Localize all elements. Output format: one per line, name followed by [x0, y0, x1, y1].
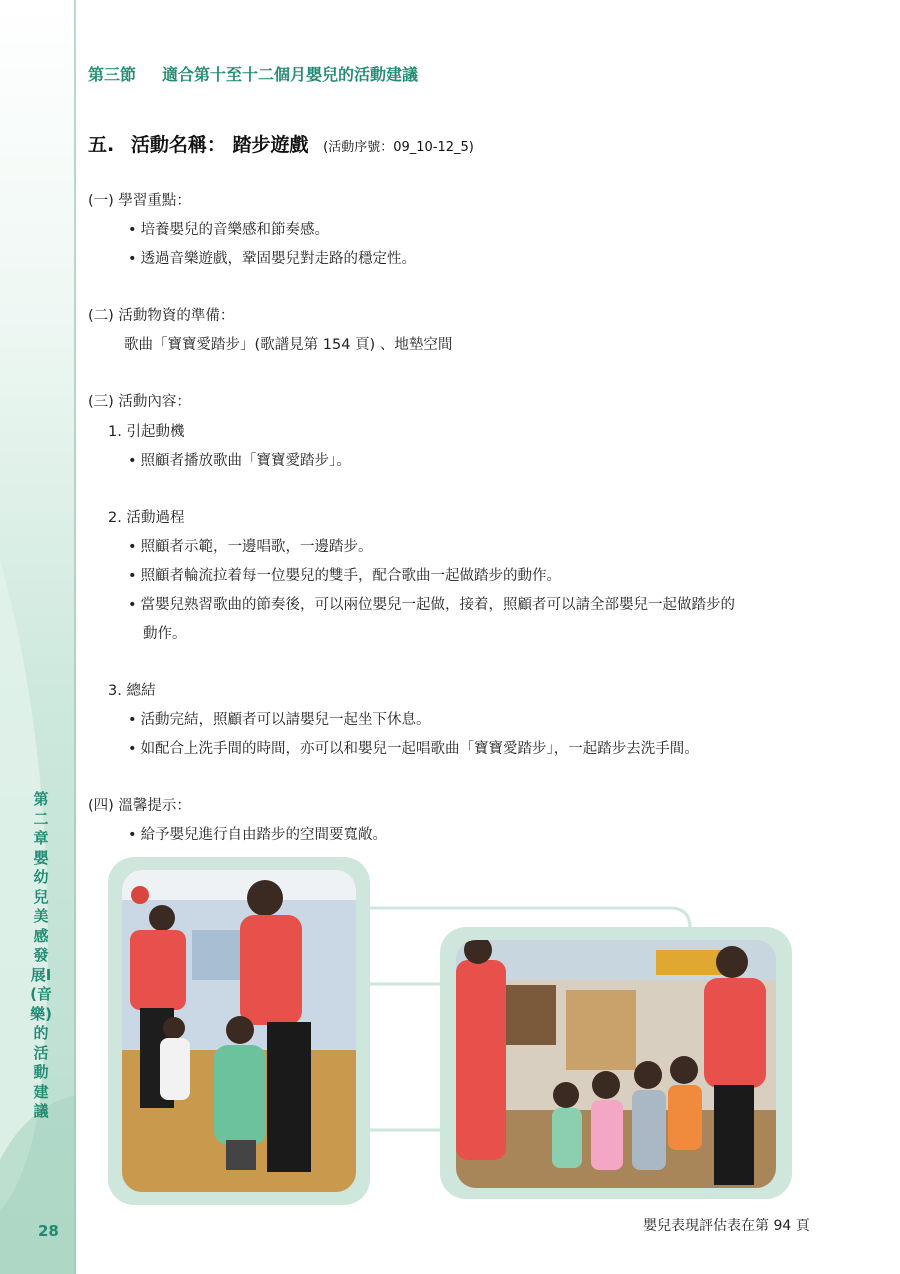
list-item: • 如配合上洗手間的時間，亦可以和嬰兒一起唱歌曲「寶寶愛踏步」，一起踏步去洗手間。 — [128, 737, 699, 758]
list-item: • 照顧者示範，一邊唱歌，一邊踏步。 — [128, 535, 373, 556]
activity-title — [88, 130, 474, 157]
step-title: 3. 總結 — [108, 683, 156, 699]
learning-focus-heading: (一) 學習重點： — [88, 193, 191, 209]
content-heading: (三) 活動內容： — [88, 394, 191, 410]
list-item: • 給予嬰兒進行自由踏步的空間要寬敞。 — [128, 823, 387, 844]
list-item: • 透過音樂遊戲，鞏固嬰兒對走路的穩定性。 — [128, 247, 416, 268]
materials-heading: (二) 活動物資的準備： — [88, 308, 235, 324]
chapter-label: 第二章 嬰幼兒美感發展I(音樂)的活動建議 — [30, 790, 52, 1120]
step-title: 2. 活動過程 — [108, 510, 185, 526]
photo-caregiver-stepping — [122, 870, 356, 1192]
activity-name-label: 活動名稱： — [130, 134, 226, 156]
assessment-reference: 嬰兒表現評估表在第 94 頁 — [643, 1218, 810, 1234]
materials-text: 歌曲「寶寶愛踏步」(歌譜見第 154 頁) 、地墊空間 — [124, 337, 453, 353]
section-header — [88, 62, 418, 85]
section-title: 適合第十至十二個月嬰兒的活動建議 — [162, 65, 419, 84]
photo-group-stepping — [456, 940, 776, 1188]
section-number: 第三節 — [88, 65, 137, 84]
step-title: 1. 引起動機 — [108, 424, 185, 440]
activity-number: 五. — [88, 134, 115, 156]
list-item: • 照顧者輪流拉着每一位嬰兒的雙手，配合歌曲一起做踏步的動作。 — [128, 564, 561, 585]
list-item: • 活動完結，照顧者可以請嬰兒一起坐下休息。 — [128, 708, 431, 729]
activity-code: (活動序號：09_10-12_5) — [323, 140, 474, 155]
tips-heading: (四) 溫馨提示： — [88, 798, 191, 814]
page-number: 28 — [38, 1222, 59, 1240]
list-item: • 照顧者播放歌曲「寶寶愛踏步」。 — [128, 449, 351, 470]
activity-name: 踏步遊戲 — [232, 134, 309, 156]
list-item: • 當嬰兒熟習歌曲的節奏後，可以兩位嬰兒一起做，接着，照顧者可以請全部嬰兒一起做踏步的 — [128, 593, 735, 614]
list-item-continuation: 動作。 — [143, 626, 187, 642]
list-item: • 培養嬰兒的音樂感和節奏感。 — [128, 218, 329, 239]
